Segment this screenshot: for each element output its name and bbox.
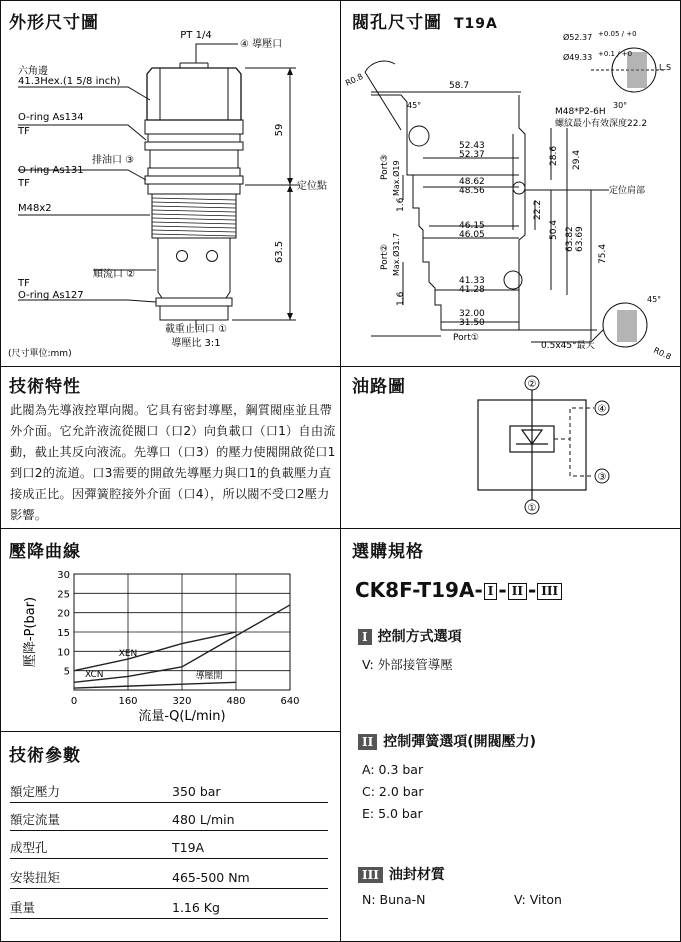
cavity-shoulder: 定位肩部 — [609, 186, 646, 196]
x-tick-label: 0 — [70, 696, 78, 707]
y-tick-label: 10 — [57, 647, 70, 659]
outline-oring134: O-ring As134 — [18, 112, 84, 123]
param-value: 1.16 Kg — [172, 900, 220, 915]
circuit-port-1: ① — [527, 503, 537, 514]
cavity-d16b: 1.6 — [396, 291, 406, 306]
outline-port4-label: ④ 導壓口 — [240, 39, 283, 50]
cavity-d5237: Ø52.37 — [563, 33, 593, 42]
cavity-d504: 50.4 — [549, 219, 559, 240]
outline-title: 外形尺寸圖 — [9, 13, 99, 33]
cavity-d16a: 1.6 — [396, 197, 406, 212]
y-tick-label: 30 — [57, 570, 70, 581]
opt3-num: III — [358, 867, 383, 883]
x-tick-label: 320 — [172, 696, 192, 707]
outline-tf1: TF — [18, 126, 30, 137]
model-roman-2: II — [508, 583, 527, 600]
cavity-d6382: 63.82 — [565, 226, 575, 252]
cavity-d4133: 41.33 — [459, 276, 485, 286]
cavity-d4862: 48.62 — [459, 177, 485, 187]
cavity-title: 閥孔尺寸圖 T19A — [352, 13, 498, 33]
row-divider-2 — [0, 528, 681, 529]
params-title: 技術參數 — [9, 746, 81, 766]
param-row — [10, 808, 328, 831]
outline-tf2: TF — [18, 178, 30, 189]
param-key: 成型孔 — [10, 840, 48, 855]
model-sep-1: - — [498, 578, 507, 602]
cavity-thread-note: 螺紋最小有效深度22.2 — [555, 119, 648, 129]
outline-dim-635: 63.5 — [274, 240, 285, 264]
model-sep-2: - — [527, 578, 537, 602]
cavity-a30: 30° — [613, 101, 628, 110]
circuit-port-4: ④ — [597, 404, 607, 415]
cavity-d294: 29.4 — [572, 149, 582, 170]
model-prefix: CK8F-T19A- — [355, 578, 483, 602]
outline-locate-label: 定位點 — [297, 181, 327, 192]
opt1-heading — [358, 626, 462, 646]
outline-unit: (尺寸單位:mm) — [8, 349, 72, 359]
outline-load1: 載重止回口 ① — [164, 324, 228, 335]
pressure-drop-chart — [8, 566, 338, 726]
cavity-d5237b: 52.37 — [459, 150, 485, 160]
cavity-ls: L.S — [659, 63, 672, 72]
cavity-d4933-tol: +0.1 / +0 — [598, 50, 633, 58]
circuit-port-3: ③ — [597, 472, 607, 483]
y-tick-label: 15 — [57, 628, 70, 639]
cavity-d4128: 41.28 — [459, 285, 485, 295]
outline-tf3: TF — [18, 278, 30, 289]
opt2-item-1: C: 2.0 bar — [362, 784, 424, 799]
y-tick-label: 20 — [57, 608, 70, 620]
param-row — [10, 836, 328, 859]
x-tick-label: 640 — [280, 696, 300, 707]
series-label: XCN — [84, 670, 104, 681]
cavity-port1: Port① — [453, 333, 479, 343]
cavity-d5243: 52.43 — [459, 141, 485, 151]
circuit-port-2: ② — [527, 379, 537, 390]
y-axis-label: 壓降-P(bar) — [23, 596, 38, 668]
model-roman-1: I — [484, 583, 498, 600]
param-value: 465-500 Nm — [172, 870, 250, 885]
y-tick-label: 25 — [57, 589, 70, 601]
cavity-drawing — [341, 30, 681, 366]
opt2-title: 控制彈簧選項(開閥壓力) — [383, 734, 537, 750]
cavity-code: T19A — [454, 16, 498, 32]
curve-title: 壓降曲線 — [9, 542, 81, 562]
cavity-d4605: 46.05 — [459, 230, 485, 240]
cavity-d3200: 32.00 — [459, 309, 485, 319]
outline-hex-label: 六角邊 — [18, 66, 48, 77]
cavity-l587: 58.7 — [449, 81, 470, 91]
outline-dim-59: 59 — [274, 123, 285, 137]
circuit-diagram — [460, 372, 620, 522]
y-tick-label: 5 — [63, 666, 70, 678]
cavity-port2: Port② — [380, 244, 390, 270]
opt2-item-2: E: 5.0 bar — [362, 806, 423, 821]
param-key: 重量 — [10, 900, 36, 915]
param-value: T19A — [172, 840, 205, 855]
cavity-d6369: 63.69 — [575, 226, 585, 252]
opt2-item-0: A: 0.3 bar — [362, 762, 424, 777]
cavity-d286: 28.6 — [549, 145, 559, 166]
opt3-heading — [358, 864, 445, 884]
cavity-max317: Max.Ø31.7 — [392, 232, 401, 276]
opt1-title: 控制方式選項 — [377, 629, 462, 645]
row-divider-1 — [0, 366, 681, 367]
series-line — [74, 682, 236, 688]
model-roman-3: III — [537, 583, 562, 600]
cavity-port3: Port③ — [380, 154, 390, 180]
cavity-m48-thread: M48*P2-6H — [555, 107, 606, 117]
row-divider-3 — [0, 731, 341, 732]
outline-ratio: 導壓比 3:1 — [171, 338, 221, 349]
param-row — [10, 780, 328, 803]
outline-drain-label: 排油口 ③ — [92, 155, 135, 166]
x-tick-label: 480 — [226, 696, 246, 707]
cavity-r08a: R0.8 — [344, 71, 365, 88]
cavity-a45: 45° — [407, 101, 422, 110]
param-value: 350 bar — [172, 784, 221, 799]
opt1-num: I — [358, 629, 372, 645]
cavity-d4615: 46.15 — [459, 221, 485, 231]
cavity-d3150: 31.50 — [459, 318, 485, 328]
param-row — [10, 896, 328, 919]
x-axis-label: 流量-Q(L/min) — [138, 709, 226, 724]
cavity-d4856: 48.56 — [459, 186, 485, 196]
cavity-d5237-tol: +0.05 / +0 — [598, 30, 637, 38]
outline-hex-size: 41.3Hex.(1 5/8 inch) — [18, 76, 121, 87]
opt1-item-0: V: 外部接管導壓 — [362, 657, 453, 672]
param-value: 480 L/min — [172, 812, 235, 827]
cavity-d4933: Ø49.33 — [563, 53, 593, 62]
cavity-max19: Max.Ø19 — [392, 160, 401, 196]
opt2-num: II — [358, 734, 377, 750]
opt3-item-1: V: Viton — [514, 892, 562, 907]
opt3-title: 油封材質 — [388, 867, 445, 883]
outline-flow2: 順流口 ② — [93, 269, 136, 280]
outline-m48: M48x2 — [18, 203, 52, 214]
features-title: 技術特性 — [9, 377, 81, 397]
param-key: 安裝扭矩 — [10, 870, 61, 885]
circuit-title: 油路圖 — [352, 377, 406, 397]
outline-drawing — [0, 30, 340, 366]
model-code — [355, 578, 563, 602]
param-key: 額定流量 — [10, 812, 61, 827]
cavity-r08b: R0.8 — [652, 345, 673, 362]
opt3-item-0: N: Buna-N — [362, 892, 426, 907]
param-row — [10, 866, 328, 889]
cavity-d754: 75.4 — [598, 243, 608, 264]
param-key: 額定壓力 — [10, 784, 61, 799]
outline-oring127: O-ring As127 — [18, 290, 84, 301]
opt2-heading — [358, 731, 536, 751]
series-label: 導壓開 — [195, 671, 223, 682]
cavity-chamfer: 0.5x45°最大 — [541, 341, 595, 351]
x-tick-label: 160 — [118, 696, 138, 707]
series-label: XEN — [118, 648, 138, 659]
cavity-d222: 22.2 — [533, 199, 543, 220]
features-text: 此閥為先導液控單向閥。它具有密封導壓，鋼質閥座並且帶外介面。它允許液流從閥口（口2）向負載口（口1）自由流動，截止其反向液流。先導口（口3）的壓力使閥開啟從口1到口2的流道。口3需要的開啟先導壓力與口1的負載壓力直接成正比。因彈簧腔接外介面（口4），所以閥不受口2壓力影響。 — [10, 403, 336, 522]
outline-oring131: O-ring As131 — [18, 165, 84, 176]
cavity-a45b: 45° — [647, 295, 662, 304]
outline-pt-label: PT 1/4 — [180, 30, 212, 41]
ordering-title: 選購規格 — [352, 542, 424, 562]
